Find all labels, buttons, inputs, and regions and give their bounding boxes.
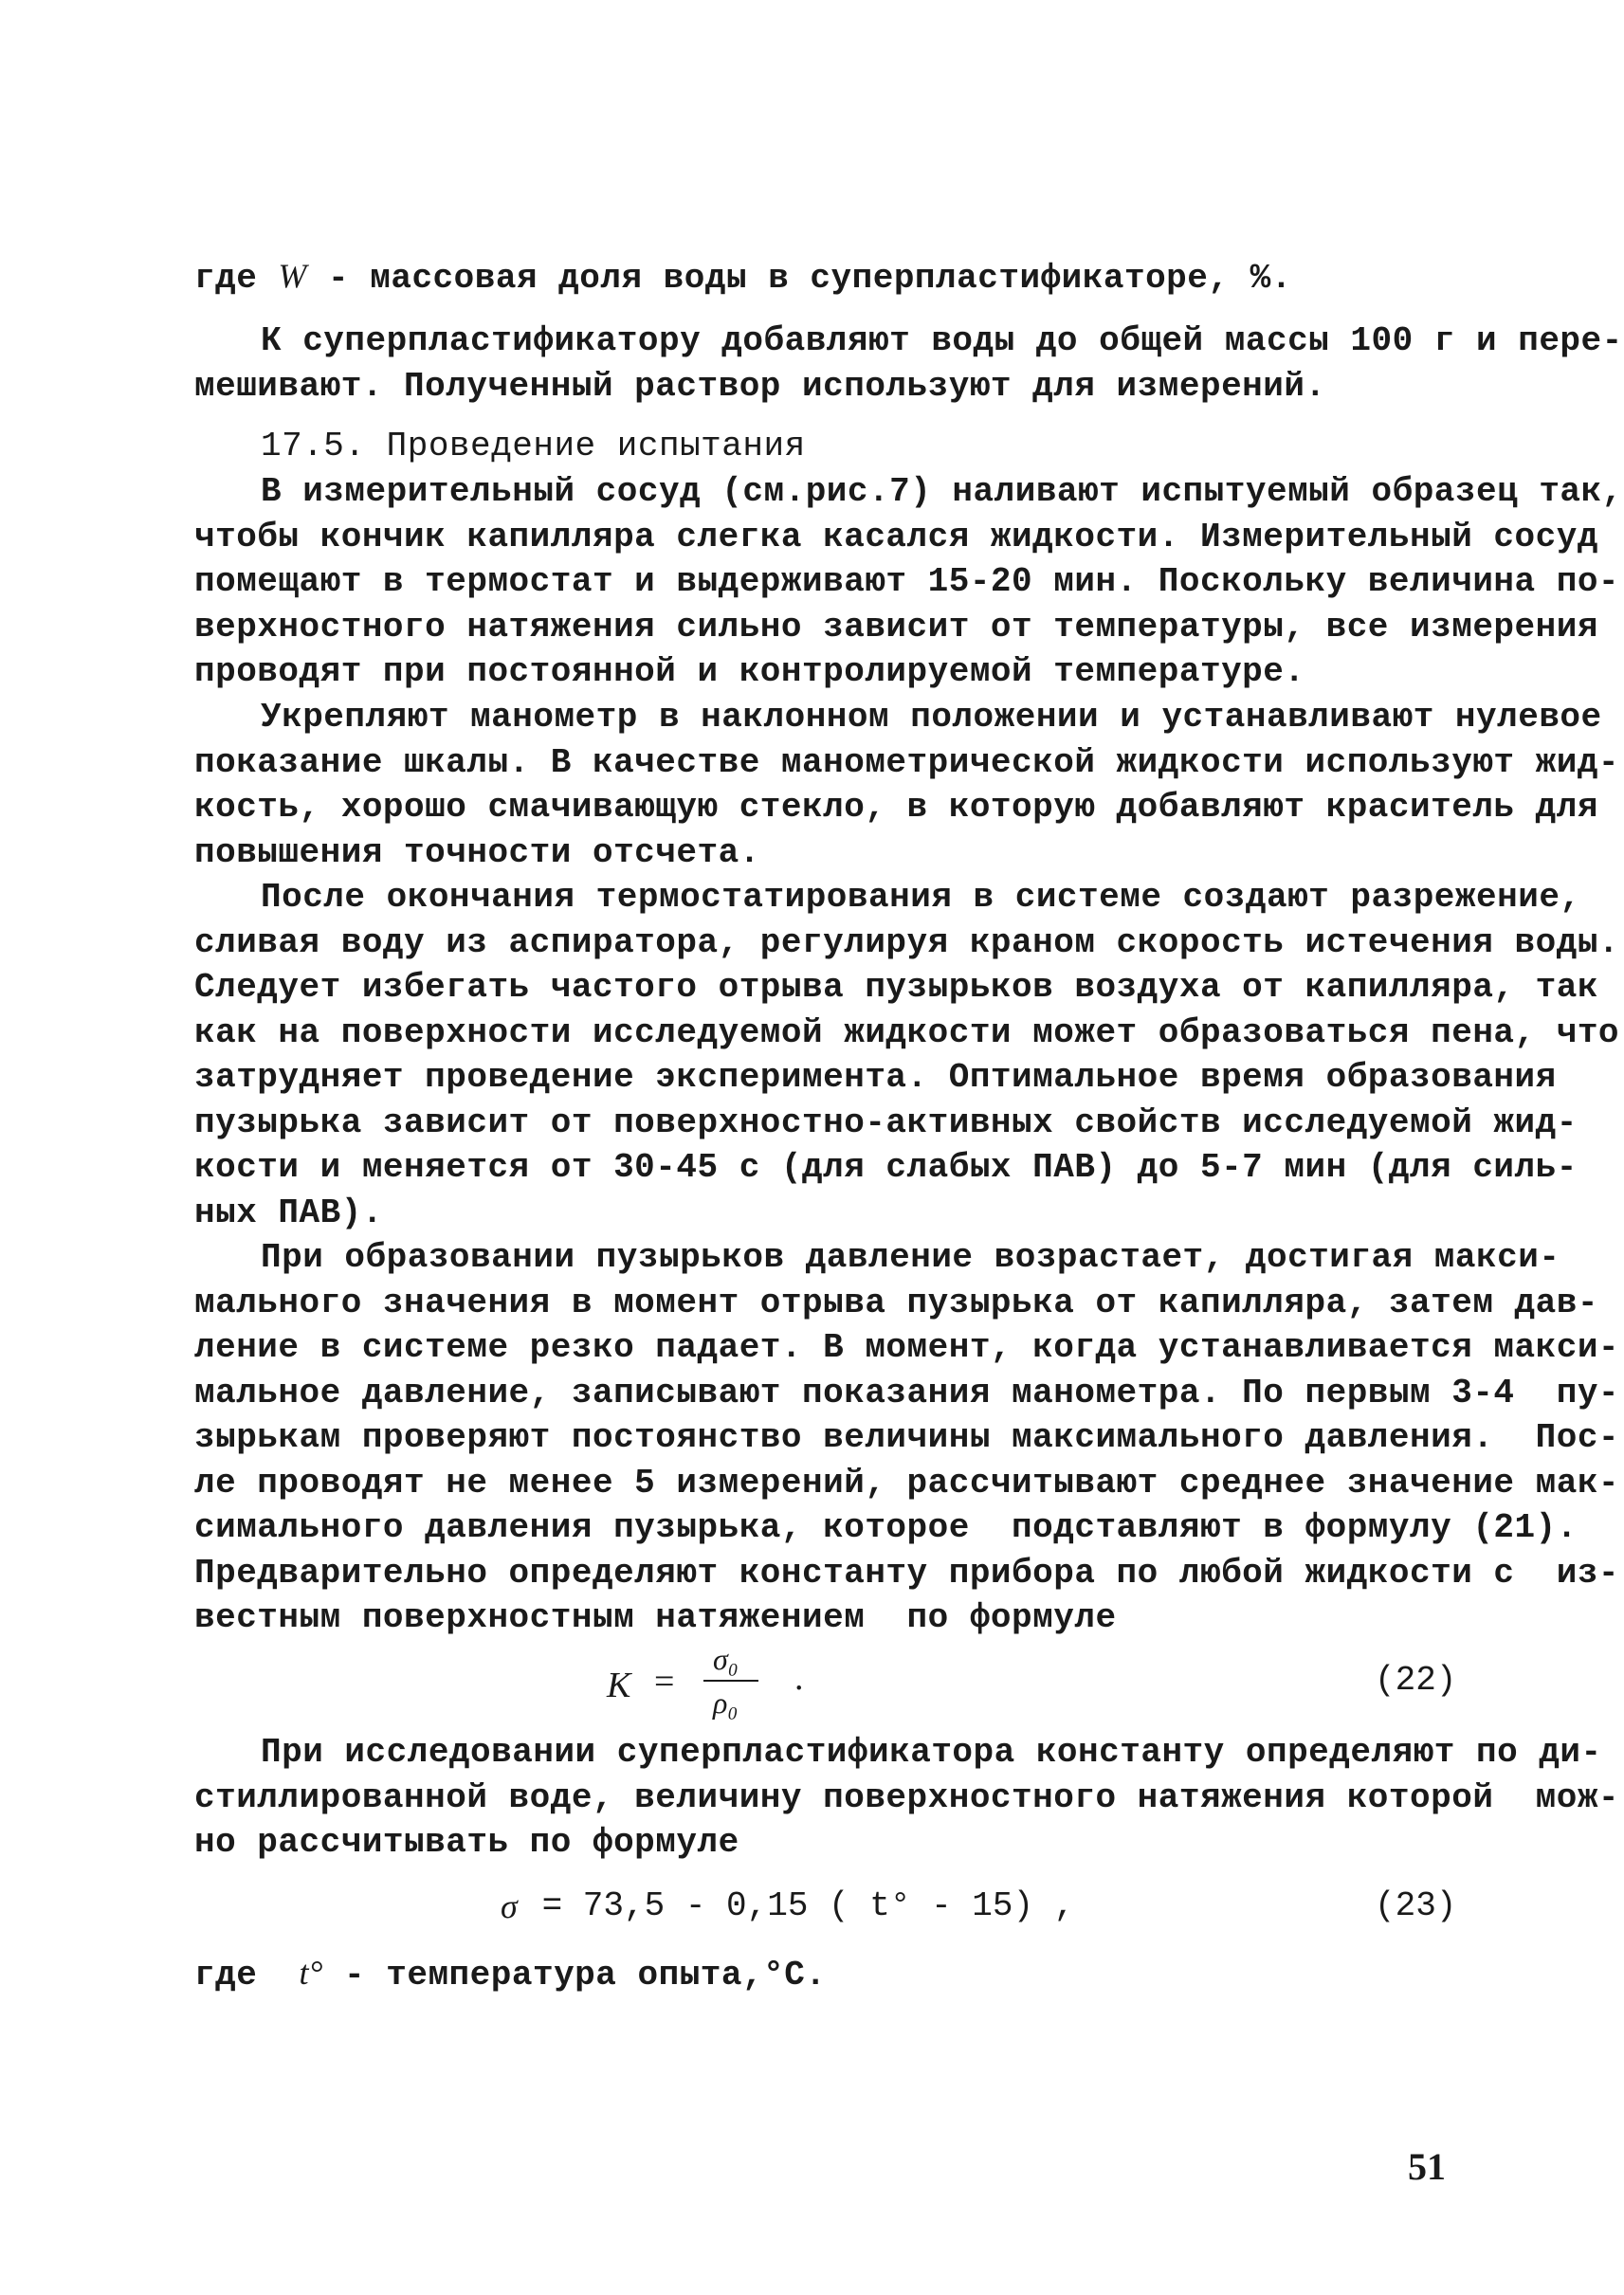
para5-line: Предварительно определяют константу прибора по любой жидкости с из- [194, 1553, 1620, 1593]
section-heading-text: 17.5. Проведение испытания [261, 427, 806, 465]
paragraph-4 [194, 875, 1620, 1235]
definition-w [194, 254, 1455, 300]
paragraph-5 [194, 1235, 1620, 1641]
para4-line: ных ПАВ). [194, 1193, 383, 1232]
formula-22-equals: = [654, 1662, 675, 1702]
var-t: t° [299, 1954, 323, 1992]
para1-line: мешивают. Полученный раствор используют для измерений. [194, 366, 1326, 406]
para5-line: При образовании пузырьков давление возрастает, достигая макси- [261, 1238, 1560, 1277]
where-prefix: где [194, 1956, 300, 1994]
para4-line: как на поверхности исследуемой жидкости может образоваться пена, что [194, 1012, 1620, 1052]
para4-line: затрудняет проведение эксперимента. Оптимальное время образования [194, 1058, 1557, 1097]
formula-22-number: (22) [1375, 1661, 1457, 1700]
where-prefix: где [194, 259, 279, 298]
para4-line: кости и меняется от 30-45 с (для слабых ПАВ) до 5-7 мин (для силь- [194, 1148, 1578, 1187]
formula-23-sigma: σ [501, 1887, 518, 1925]
para5-line: симального давления пузырька, которое подставляют в формулу (21). [194, 1508, 1578, 1547]
definition-t [194, 1951, 1455, 1996]
para4-line: сливая воду из аспиратора, регулируя краном скорость истечения воды. [194, 922, 1620, 962]
section-heading [194, 424, 1455, 469]
para1-line: К суперпластификатору добавляют воды до общей массы 100 г и пере- [261, 321, 1623, 360]
paragraph-1 [194, 319, 1623, 409]
para2-line: проводят при постоянной и контролируемой температуре. [194, 652, 1305, 691]
definition-t-text: - температура опыта,°С. [322, 1956, 827, 1994]
para4-line: Следует избегать частого отрыва пузырьков воздуха от капилляра, так [194, 968, 1598, 1007]
para3-line: показание шкалы. В качестве манометрической жидкости используют жид- [194, 742, 1620, 782]
formula-23-number: (23) [1375, 1886, 1457, 1925]
para5-line: мальное давление, записывают показания манометра. По первым 3-4 пу- [194, 1373, 1620, 1412]
paragraph-2 [194, 469, 1623, 695]
paragraph-6 [194, 1730, 1620, 1866]
var-w: W [278, 257, 307, 295]
para2-line: В измерительный сосуд (см.рис.7) наливают испытуемый образец так, [261, 472, 1623, 511]
para2-line: верхностного натяжения сильно зависит от температуры, все измерения [194, 607, 1598, 647]
para4-line: пузырька зависит от поверхностно-активных свойств исследуемой жид- [194, 1102, 1578, 1142]
para5-line: ление в системе резко падает. В момент, когда устанавливается макси- [194, 1328, 1620, 1367]
para2-line: чтобы кончик капилляра слегка касался жидкости. Измерительный сосуд [194, 517, 1598, 556]
para5-line: зырькам проверяют постоянство величины максимального давления. Пос- [194, 1418, 1620, 1457]
para5-line: ле проводят не менее 5 измерений, рассчитывают среднее значение мак- [194, 1463, 1620, 1503]
page-number: 51 [1408, 2145, 1446, 2188]
para3-line: Укрепляют манометр в наклонном положении и устанавливают нулевое [261, 698, 1602, 737]
formula-22-numerator: σ₀ [713, 1642, 739, 1676]
formula-23-rhs: = 73,5 - 0,15 ( t° - 15) , [521, 1886, 1075, 1925]
formula-22-denominator: ρ₀ [713, 1685, 739, 1720]
para6-line: При исследовании суперпластификатора константу определяют по ди- [261, 1733, 1602, 1772]
formula-22-period: . [794, 1658, 804, 1698]
para2-line: помещают в термостат и выдерживают 15-20 мин. Поскольку величина по- [194, 562, 1620, 601]
formula-22-lhs: K [607, 1666, 631, 1705]
fraction-bar [703, 1680, 758, 1682]
para5-line: мального значения в момент отрыва пузырька от капилляра, затем дав- [194, 1283, 1598, 1322]
definition-w-text: - массовая доля воды в суперпластификаторе, %. [306, 259, 1292, 298]
para3-line: повышения точности отсчета. [194, 832, 760, 872]
paragraph-3 [194, 695, 1620, 875]
para6-line: стиллированной воде, величину поверхностного натяжения которой мож- [194, 1777, 1620, 1817]
para3-line: кость, хорошо смачивающую стекло, в которую добавляют краситель для [194, 788, 1598, 827]
para5-line: вестным поверхностным натяжением по формуле [194, 1598, 1117, 1637]
para4-line: После окончания термостатирования в системе создают разрежение, [261, 878, 1581, 917]
para6-line: но рассчитывать по формуле [194, 1823, 739, 1862]
